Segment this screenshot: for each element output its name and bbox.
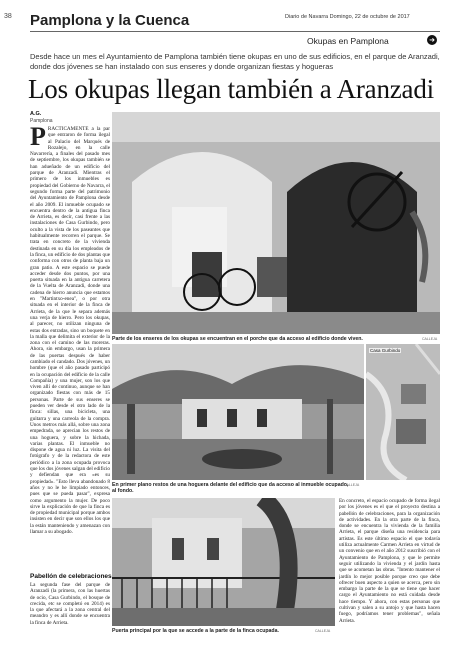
section-tagline: Okupas en Pamplona xyxy=(307,36,389,46)
masthead-date: Diario de Navarra Domingo, 22 de octubre de 2017 xyxy=(285,14,410,20)
article-subhead: Desde hace un mes el Ayuntamiento de Pamplona también tiene okupas en uno de sus edificios, en el parque de Aranzadi, donde dos jóvenes se han instalado con sus enseres y donde organizan fiestas y hogueras xyxy=(30,52,440,71)
article-place: Pamplona xyxy=(30,118,53,124)
arrow-right-icon: ➜ xyxy=(427,35,437,45)
map-image xyxy=(366,344,440,480)
map-label: Casa Gurbindo xyxy=(370,348,401,353)
top-rule xyxy=(30,31,440,32)
photo-porch xyxy=(112,112,440,334)
photo-bonfire-image xyxy=(112,344,364,480)
photo-gate-caption: Puerta principal por la que se accede a la parte de la finca ocupada. xyxy=(112,628,279,634)
page-number: 38 xyxy=(4,13,12,20)
section-title: Pamplona y la Cuenca xyxy=(30,12,190,29)
article-author: A.G. xyxy=(30,111,42,117)
article-column-right: En concreto, el espacio ocupado de forma ilegal por los jóvenes es el que el proyecto destina a pabellón de celebraciones, para la organización de actividades. En la otra parte de la finca, donde se encuentra la vivienda de la familia Arrieta, el parque diseña una residencia para artistas. Es este último espacio el que todavía utiliza actualmente Carmen Arrieta en virtud de un convenio que en el año 2012 suscribió con el Ayuntamiento de Pamplona, y que le permite seguir utilizando la vivienda y el jardín hasta que se acometan las obras. "Intento mantener el jardín lo mejor posible porque creo que debe ofrecer buen aspecto a quien se acerca, pero sin embargo la parte de la que se tiene que hacer cargo el Ayuntamiento no está cuidada desde hace tiempo. Y ahora, con estas personas que cultivan y salen a su antojo y que hasta hacen fuego, podríamos tener problemas", señala Arrieta. xyxy=(339,498,440,624)
location-map xyxy=(366,344,440,480)
photo-gate-credit: CALLEJA xyxy=(315,629,331,633)
photo-porch-credit: CALLEJA xyxy=(422,337,438,341)
article-column-left xyxy=(30,126,110,566)
article-headline: Los okupas llegan también a Aranzadi xyxy=(28,74,434,104)
subsection-heading: Pabellón de celebraciones xyxy=(30,573,112,580)
article-body-left-tail: La segunda fase del parque de Aranzadi (la primera, con las huertas de ocio, Casa Gurbindo, el bosque de crecida, etc se completó en 2014) es la que afectará a la zona central del meandro y es allí donde se encuentra la finca de Arrieta. xyxy=(30,582,110,626)
photo-bonfire-caption: En primer plano restos de una hoguera delante del edificio que da acceso al inmueble ocupado, al fondo. xyxy=(112,482,349,494)
photo-bonfire xyxy=(112,344,364,480)
photo-porch-caption: Parte de los enseres de los okupas se encuentran en el porche que da acceso al edificio donde viven. xyxy=(112,336,363,342)
photo-gate xyxy=(112,498,335,626)
drop-cap: P xyxy=(30,126,46,151)
photo-bonfire-credit: CALLEJA xyxy=(344,483,360,487)
photo-porch-image xyxy=(112,112,440,334)
photo-gate-image xyxy=(112,498,335,626)
article-body-left: RÁCTICAMENTE a la par que entraron de forma ilegal al Palacio del Marqués de Rozalejo, en la calle Navarrería, a finales del pasado mes de septiembre, los okupas también se han adueñado de un edificio del parque de Aranzadi. Mientras el primero de los inmuebles es propiedad del Gobierno de Navarra, el segundo forma parte del patrimonio del Ayuntamiento de Pamplona desde el año 2009. El inmueble ocupado se encuentra dentro de la antigua finca de Arrieta, es decir, casi frente a las instalaciones de Casa Gurbindo, pero oculto a la vista de los paseantes que habitualmente recorren el parque. Se trata en concreto de la vivienda destinada en su día los empleados de la finca, un edificio de dos plantas que conforma con otros de planta baja un gran patio. A este espacio se puede acceder desde dos puntos, por una puerta situada en la antigua carretera de la Vuelta de Aranzadi, donde una cadena de hierro anuncia que estamos en "Martintxo-enea", o por otra situada en el interior de la finca de Arrieta, de la que le separa además una verja de hierro. Pero los okupas, al parecer, no utilizan ninguna de estas dos entradas, sino un boquete en la malla que delimita el exterior de la zona con el camino de las moreras. Ahora, sin embargo, usan la primera de las puertas después de haber cambiado el candado. Dos jóvenes, un hombre (que el año pasado participó en la ocupación del edificio de la calle Compañía) y una mujer, son los que viven allí de continuo, aunque se han organizado fiestas con más de 15 personas. Parte de sus enseres se pueden ver desde el otro lado de la finca: sillas, una bicicleta, una guitarra y una carreola de la compra. Unos metros más allá, sobre una zona empedrada, se aprecian los restos de una hoguera, y sobre la hichada, varias plantas. El inmueble no dispone de agua ni luz. La visita del fotógrafo y de la redactora de este periódico a la zona ocupada provoca que los dos jóvenes salgan del edificio y defiendan que era «es su propiedad». "Esto lleva abandonado 8 años y no le he limpiado entonces, pues que se pueda pasar", expresa como argumento la mujer. De poco sirve la explicación de que la finca es de propiedad municipal porque ambos insisten en decir que son ellos los que la están manteniendo y amenazan con llamar a su abogado. xyxy=(30,126,110,535)
